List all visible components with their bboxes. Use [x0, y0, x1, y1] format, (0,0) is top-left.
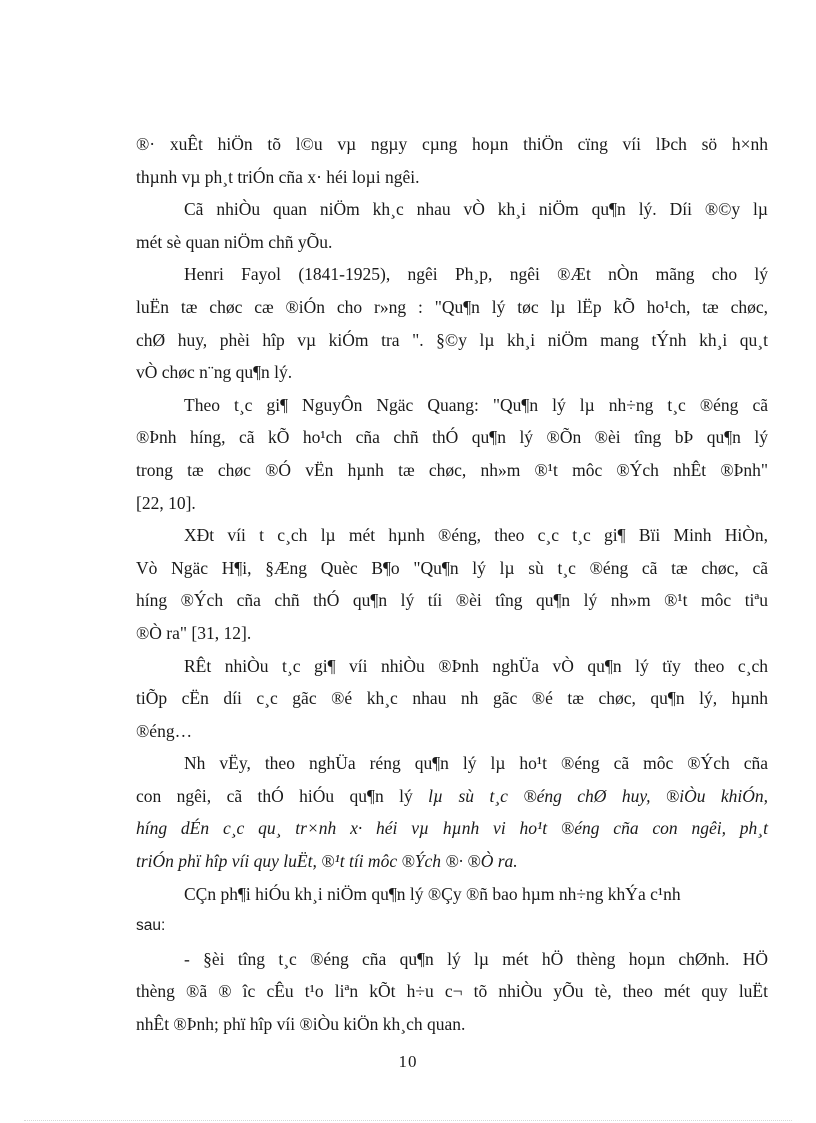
text-line: XÐt víi t c¸ch lµ mét hµnh ®éng, theo c¸c t¸c gi¶ Bïi Minh HiÒn,: [184, 525, 768, 546]
text-line: [136, 812, 768, 845]
text-line: thèng ®ã ® îc cÊu t¹o liªn kÕt h÷u c¬ tõ nhiÒu yÕu tè, theo mét quy luËt: [136, 981, 768, 1002]
text-line: híng ®Ých cña chñ thÓ qu¶n lý tíi ®èi tîng qu¶n lý nh»m ®¹t môc tiªu: [136, 590, 768, 611]
text-span: Nh vËy, theo nghÜa réng qu¶n lý lµ ho¹t ®éng cã môc ®Ých cña: [184, 753, 768, 774]
paragraph: [136, 193, 768, 258]
italic-text-span: lµ sù t¸c ®éng chØ huy, ®iÒu khiÓn,: [428, 785, 768, 806]
text-line: thµnh vµ ph¸t triÓn cña x· héi loµi ngêi.: [136, 166, 420, 187]
text-line: mét sè quan niÖm chñ yÕu.: [136, 231, 333, 252]
text-line: vÒ chøc n¨ng qu¶n lý.: [136, 362, 293, 383]
text-line: Henri Fayol (1841-1925), ngêi Ph¸p, ngêi ®Æt nÒn mãng cho lý: [184, 264, 768, 285]
italic-text-span: triÓn phï hîp víi quy luËt, ®¹t tíi môc ®Ých ®· ®Ò ra.: [136, 851, 518, 872]
footer-divider: [24, 1120, 792, 1121]
text-line: ®éng…: [136, 720, 193, 741]
text-line: sau:: [136, 917, 166, 935]
paragraph: [136, 910, 768, 943]
text-line: nhÊt ®Þnh; phï hîp víi ®iÒu kiÖn kh¸ch quan.: [136, 1014, 466, 1035]
text-line: chØ huy, phèi hîp vµ kiÓm tra ". §©y lµ kh¸i niÖm mang tÝnh kh¸i qu¸t: [136, 329, 768, 350]
text-line: [22, 10].: [136, 492, 196, 513]
text-line: trong tæ chøc ®Ó vËn hµnh tæ chøc, nh»m ®¹t môc ®Ých nhÊt ®Þnh": [136, 459, 768, 480]
text-line: CÇn ph¶i hiÓu kh¸i niÖm qu¶n lý ®Çy ®ñ bao hµm nh÷ng khÝa c¹nh: [184, 883, 681, 904]
text-line: ®· xuÊt hiÖn tõ l©u vµ ngµy cµng hoµn thiÖn cïng víi lÞch sö h×nh: [136, 134, 768, 154]
page-number: 10: [398, 1052, 418, 1071]
paragraph: [136, 128, 768, 193]
text-line: luËn tæ chøc cæ ®iÓn cho r»ng : "Qu¶n lý tøc lµ lËp kÕ ho¹ch, tæ chøc,: [136, 296, 768, 317]
paragraph: [136, 519, 768, 649]
text-span: con ngêi, cã thÓ hiÓu qu¶n lý: [136, 785, 429, 806]
text-line: Vò Ngäc H¶i, §Æng Quèc B¶o "Qu¶n lý lµ sù t¸c ®éng cã tæ chøc, cã: [136, 557, 768, 578]
paragraph: [136, 389, 768, 519]
text-line: [136, 780, 768, 813]
paragraph: [136, 650, 768, 748]
text-line: ®Ò ra" [31, 12].: [136, 622, 252, 643]
text-line: RÊt nhiÒu t¸c gi¶ víi nhiÒu ®Þnh nghÜa vÒ qu¶n lý tïy theo c¸ch: [184, 655, 768, 676]
text-line: - §èi tîng t¸c ®éng cña qu¶n lý lµ mét hÖ thèng hoµn chØnh. HÖ: [184, 948, 768, 969]
body-text: [136, 128, 768, 1041]
text-line: Cã nhiÒu quan niÖm kh¸c nhau vÒ kh¸i niÖm qu¶n lý. Díi ®©y lµ: [184, 199, 768, 220]
text-line: ®Þnh híng, cã kÕ ho¹ch cña chñ thÓ qu¶n lý ®Õn ®èi tîng bÞ qu¶n lý: [136, 427, 768, 448]
paragraph: [136, 878, 768, 911]
italic-text-span: híng dÉn c¸c qu¸ tr×nh x· héi vµ hµnh vi ho¹t ®éng cña con ngêi, ph¸t: [136, 818, 768, 839]
paragraph: [136, 258, 768, 388]
paragraph: [136, 943, 768, 1041]
text-line: [136, 747, 768, 780]
text-line: tiÕp cËn díi c¸c gãc ®é kh¸c nhau nh gãc ®é tæ chøc, qu¶n lý, hµnh: [136, 688, 768, 709]
paragraph: [136, 747, 768, 877]
text-line: Theo t¸c gi¶ NguyÔn Ngäc Quang: "Qu¶n lý lµ nh÷ng t¸c ®éng cã: [184, 394, 768, 415]
text-line: [136, 845, 768, 878]
